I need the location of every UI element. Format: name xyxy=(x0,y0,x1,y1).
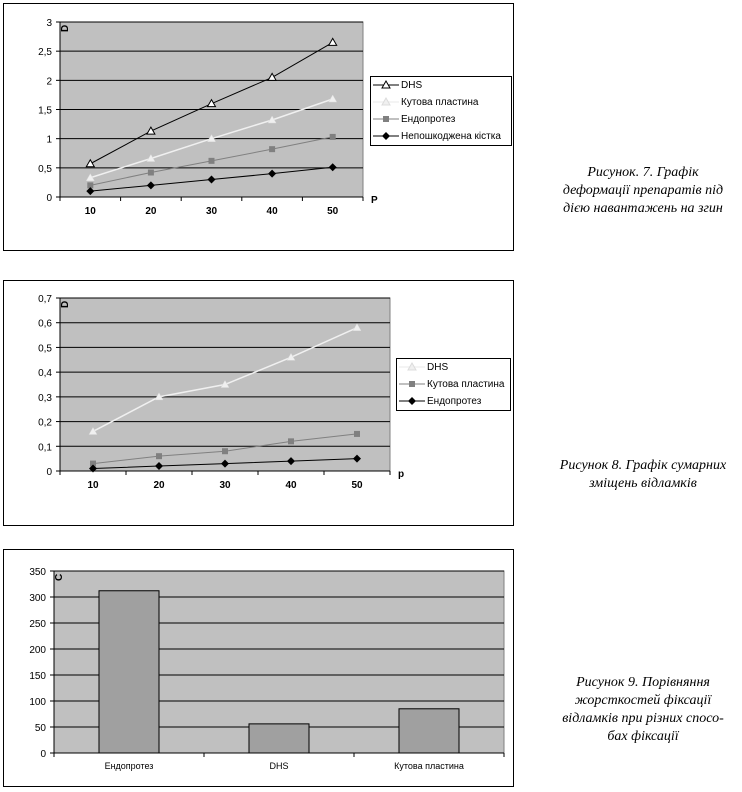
y-axis-label: D xyxy=(60,24,71,32)
y-tick-label: 2,5 xyxy=(38,47,52,59)
y-tick-label: 100 xyxy=(29,697,46,708)
legend-item xyxy=(397,393,510,410)
x-tick-label: 20 xyxy=(145,206,157,217)
y-tick-label: 1 xyxy=(46,134,52,146)
data-point-marker xyxy=(148,170,154,176)
legend-label: DHS xyxy=(401,80,423,91)
y-tick-label: 0 xyxy=(40,749,46,760)
figure-7-caption: Рисунок. 7. Графік деформації препаратів під дією навантажень на згин xyxy=(562,165,724,216)
data-point-marker xyxy=(156,453,162,459)
y-tick-label: 0,2 xyxy=(38,417,52,429)
legend-item xyxy=(397,376,510,393)
bar xyxy=(399,709,459,753)
x-tick-label: 20 xyxy=(153,480,165,491)
figure-8-chart-frame xyxy=(3,280,514,526)
figure-9-caption: Рисунок 9. Порівняння жорсткостей фіксації відламків при різних спосо- бах фіксації xyxy=(562,675,724,744)
y-tick-label: 0,5 xyxy=(38,163,52,175)
y-tick-label: 50 xyxy=(34,723,46,734)
y-tick-label: 0,7 xyxy=(38,294,52,305)
y-tick-label: 0,5 xyxy=(38,343,52,355)
x-tick-label: 30 xyxy=(219,480,231,491)
y-axis-label: D xyxy=(60,300,71,308)
x-axis-label: P xyxy=(371,195,378,206)
figure-9-bar-chart xyxy=(4,550,513,786)
data-point-marker xyxy=(354,431,360,437)
x-tick-label: DHS xyxy=(269,761,289,771)
y-tick-label: 1,5 xyxy=(38,105,52,117)
bar xyxy=(99,591,159,753)
legend-line-marker-icon xyxy=(399,362,425,372)
x-tick-label: 10 xyxy=(84,206,96,217)
legend-line-marker-icon xyxy=(373,80,399,90)
legend-line-marker-icon xyxy=(399,379,425,389)
legend-line-marker-icon xyxy=(373,131,399,141)
y-tick-label: 0,4 xyxy=(38,368,52,380)
y-tick-label: 3 xyxy=(46,18,52,29)
x-tick-label: 10 xyxy=(87,480,99,491)
y-tick-label: 300 xyxy=(29,593,46,604)
y-tick-label: 0,3 xyxy=(38,392,52,404)
legend-item xyxy=(371,111,511,128)
figure-9-chart-frame xyxy=(3,549,514,787)
y-axis-label: C xyxy=(54,573,65,581)
data-point-marker xyxy=(288,438,294,444)
legend-label: Кутова пластина xyxy=(401,97,479,108)
x-axis-label: p xyxy=(398,469,405,480)
y-tick-label: 0,6 xyxy=(38,318,52,330)
x-tick-label: 50 xyxy=(327,206,339,217)
bar xyxy=(249,724,309,753)
legend-label: Ендопротез xyxy=(427,396,482,407)
legend-item xyxy=(371,77,511,94)
y-tick-label: 2 xyxy=(46,76,52,88)
data-point-marker xyxy=(330,134,336,140)
legend-item xyxy=(371,94,511,111)
x-tick-label: 40 xyxy=(266,206,278,217)
x-tick-label: 30 xyxy=(205,206,218,217)
y-tick-label: 150 xyxy=(29,671,46,682)
legend-line-marker-icon xyxy=(399,396,425,406)
data-point-marker xyxy=(269,146,275,152)
x-tick-label: Кутова пластина xyxy=(394,761,464,771)
y-tick-label: 350 xyxy=(29,567,46,578)
figure-8-legend xyxy=(396,358,511,411)
legend-label: Ендопротез xyxy=(401,114,456,125)
x-tick-label: Ендопротез xyxy=(104,761,154,771)
data-point-marker xyxy=(209,158,215,164)
y-tick-label: 0,1 xyxy=(38,442,52,454)
y-tick-label: 250 xyxy=(29,619,46,630)
x-tick-label: 40 xyxy=(285,480,297,491)
x-tick-label: 50 xyxy=(351,480,363,491)
y-tick-label: 0 xyxy=(46,193,52,204)
legend-line-marker-icon xyxy=(373,97,399,107)
legend-item xyxy=(397,359,510,376)
legend-label: Непошкоджена кістка xyxy=(401,131,501,142)
legend-line-marker-icon xyxy=(373,114,399,124)
legend-label: DHS xyxy=(427,362,449,373)
figure-8-caption: Рисунок 8. Графік сумарних зміщень відламків xyxy=(559,458,727,491)
y-tick-label: 0 xyxy=(46,467,52,478)
legend-label: Кутова пластина xyxy=(427,379,505,390)
data-point-marker xyxy=(222,448,228,454)
figure-7-legend xyxy=(370,76,512,146)
figure-7-chart-frame xyxy=(3,3,514,251)
y-tick-label: 200 xyxy=(29,645,46,656)
legend-item xyxy=(371,128,511,145)
